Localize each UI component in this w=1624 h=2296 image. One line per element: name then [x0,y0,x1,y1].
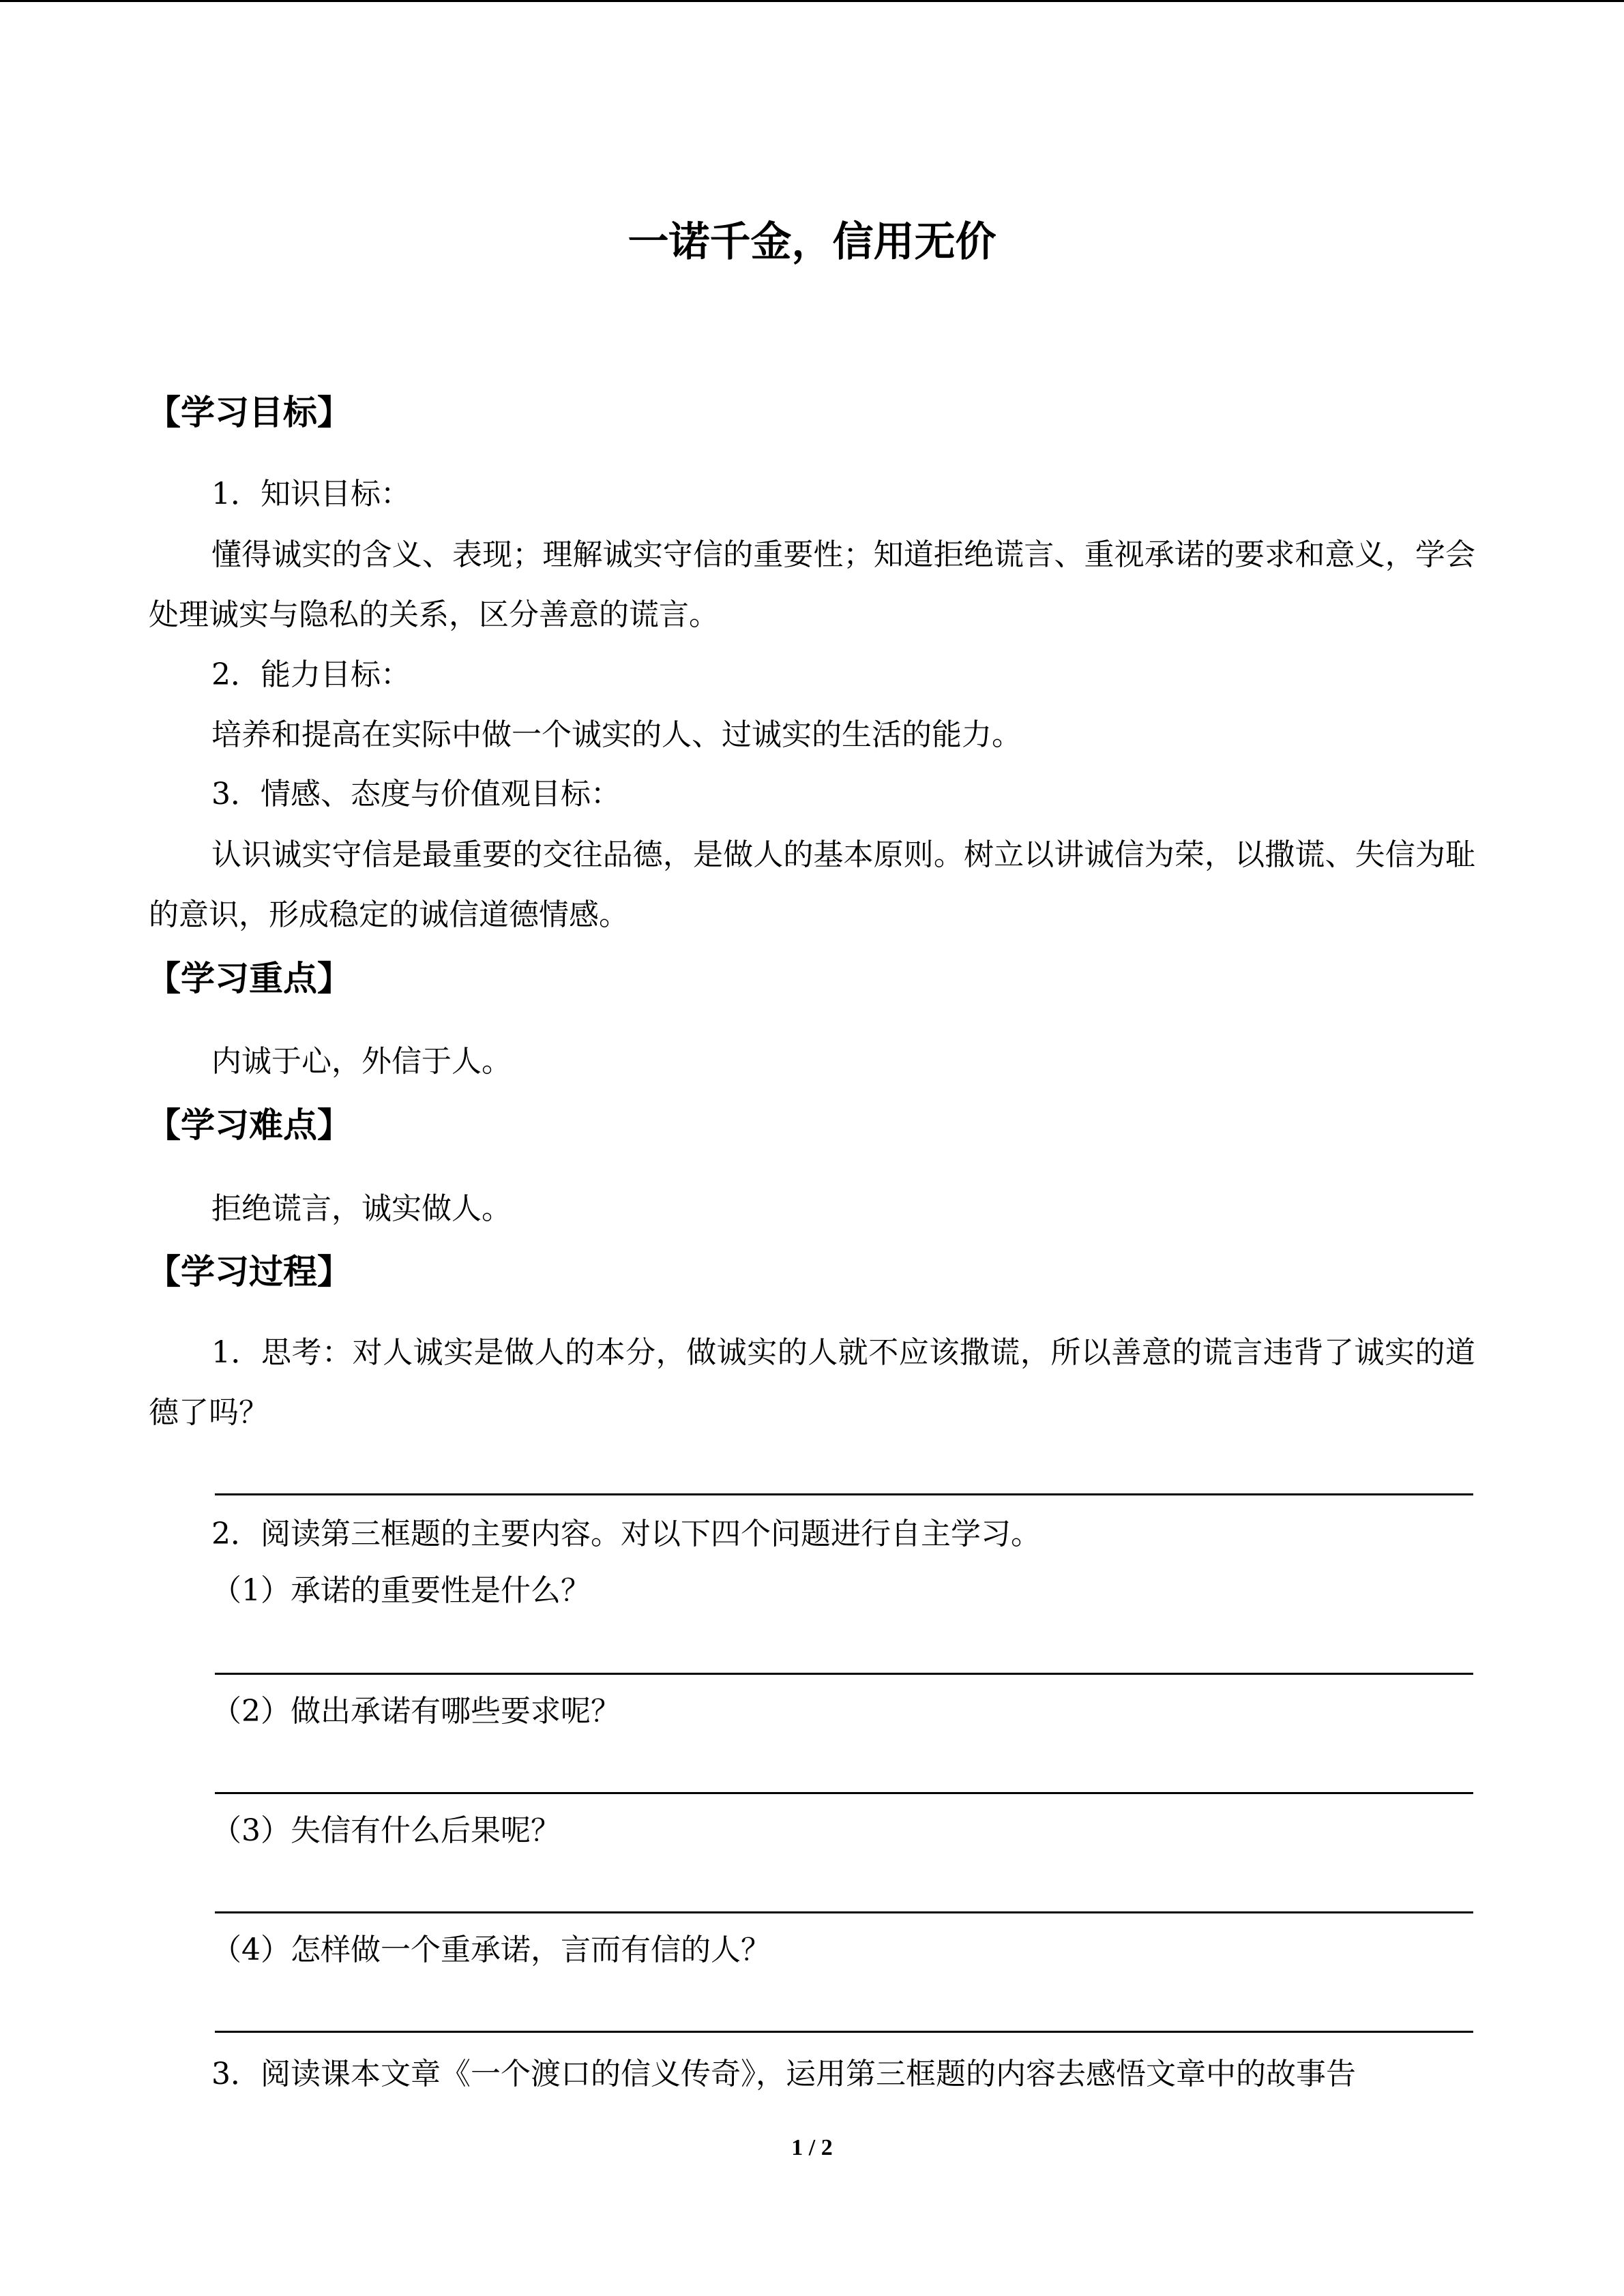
knowledge-objective-text: 懂得诚实的含义、表现；理解诚实守信的重要性；知道拒绝谎言、重视承诺的要求和意义，学会处理诚实与隐私的关系，区分善意的谎言。 [149,537,1475,632]
answer-line-2-1 [215,1673,1473,1675]
knowledge-objective-label: 1．知识目标： [211,477,411,511]
question-2-3: （3）失信有什么后果呢？ [211,1813,561,1848]
answer-line-2-4 [215,2031,1473,2033]
answer-line-2-3 [215,1911,1473,1913]
emotion-objective-text: 认识诚实守信是最重要的交往品德，是做人的基本原则。树立以讲诚信为荣，以撒谎、失信为耻的意识，形成稳定的诚信道德情感。 [149,837,1475,932]
question-2-1: （1）承诺的重要性是什么？ [211,1573,591,1608]
heading-objectives: 【学习目标】 [147,393,351,432]
page-number: 1 / 2 [791,2135,833,2160]
emotion-objective-label: 3．情感、态度与价值观目标： [211,777,621,811]
heading-key-points: 【学习重点】 [147,959,351,998]
answer-line-1 [215,1493,1473,1495]
top-border [0,0,1624,2]
difficulties-text: 拒绝谎言，诚实做人。 [211,1191,512,1226]
question-3: 3．阅读课本文章《一个渡口的信义传奇》，运用第三框题的内容去感悟文章中的故事告 [211,2057,1356,2091]
question-2: 2．阅读第三框题的主要内容。对以下四个问题进行自主学习。 [211,1517,1041,1551]
heading-difficulties: 【学习难点】 [147,1105,351,1145]
ability-objective-label: 2．能力目标： [211,657,411,692]
question-2-2: （2）做出承诺有哪些要求呢？ [211,1694,621,1729]
answer-line-2-2 [215,1792,1473,1794]
page-title: 一诺千金，信用无价 [628,218,996,266]
key-points-text: 内诚于心，外信于人。 [211,1044,512,1079]
question-1: 1．思考：对人诚实是做人的本分，做诚实的人就不应该撒谎，所以善意的谎言违背了诚实的道德了吗？ [149,1335,1475,1430]
ability-objective-text: 培养和提高在实际中做一个诚实的人、过诚实的生活的能力。 [211,717,1022,752]
heading-process: 【学习过程】 [147,1252,351,1292]
question-2-4: （4）怎样做一个重承诺，言而有信的人？ [211,1933,771,1967]
